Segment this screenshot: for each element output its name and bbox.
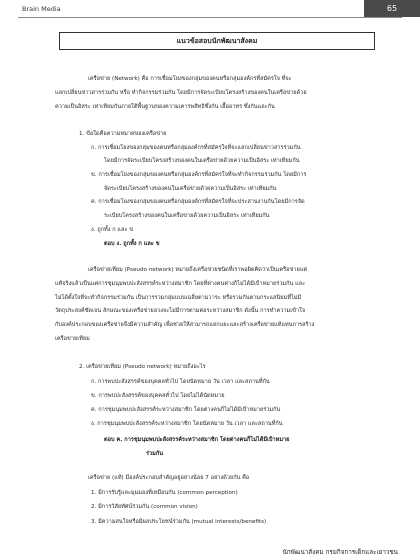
paragraph-line: เครือข่าย (Network) คือ การเชื่อมโยงของกลุ่มของคนหรือกลุ่มองค์กรที่สมัครใจ ที่จะ (88, 76, 292, 82)
choice-b: ข. การเชื่อมโยงของกลุ่มของคนหรือกลุ่มองค์กรที่สมัครใจที่จะทำกิจกรรมร่วมกัน โดยมีการ (91, 172, 307, 178)
paragraph-line: แลกเปลี่ยนข่าวสารร่วมกัน หรือ ทำกิจกรรมร่วมกัน โดยมีการจัดระเบียบโครงสร้างของคนในเครือข่ายด้วย (55, 90, 307, 96)
question-stem: 2. เครือข่ายเทียม (Pseudo network) หมายถึงอะไร (79, 364, 206, 370)
book-title: Brain Media (22, 5, 61, 13)
question-stem: 1. ข้อใดคือความหมายของเครือข่าย (79, 131, 167, 137)
page-number: 65 (364, 0, 420, 17)
answer-line-continuation: ร่วมกัน (146, 451, 164, 457)
page-footer: นักพัฒนาสังคม กรมกิจการเด็กและเยาวชน (282, 549, 398, 556)
choice-d: ง. การชุมนุมพบปะสังสรรค์ระหว่างสมาชิก โดยนัดหมาย วัน เวลา และสถานที่กัน (91, 421, 283, 427)
paragraph-line: ความเป็นอิสระ เท่าเทียมกันภายใต้พื้นฐานของความเคารพสิทธิซึ่งกัน เอื้ออาทร ซึ่งกันและกัน (55, 104, 275, 110)
choice-b: ข. การพบปะสังสรรค์ของบุคคลทั่วไป โดยไม่ได้นัดหมาย (91, 393, 225, 399)
paragraph-line: ไม่ได้ตั้งใจที่จะทำกิจกรรมร่วมกัน เป็นการรวมกลุ่มแบบเฉลี่ยตามวาระ หรือรวมกันตามกระแสนิยมที่ไม่มี (55, 295, 302, 301)
paragraph-line: เครือข่าย (แท้) มีองค์ประกอบสำคัญอยู่อย่างน้อย 7 อย่างด้วยกัน คือ (88, 475, 250, 481)
choice-a: ก. การเชื่อมโยงของกลุ่มของคนหรือกลุ่มองค์กรที่สมัครใจที่จะแลกเปลี่ยนข่าวสารร่วมกัน (91, 145, 301, 151)
list-item: 2. มีการวิสัยทัศน์ร่วมกัน (common vision) (91, 504, 198, 510)
list-item: 1. มีการรับรู้และมุมมองที่เหมือนกัน (common perception) (91, 490, 238, 496)
paragraph-line: วัตถุประสงค์ชัดเจน ลักษณะของเครือข่ายลวงจะไม่มีการตามต่อระหว่างสมาชิก ดังนั้น การทำความเข้าใจ (55, 308, 306, 314)
paragraph-line: แท้จริงแล้วเป็นแค่การชุมนุมพบปะสังสรรค์ระหว่างสมาชิก โดยที่ต่างคนต่างก็ไม่ได้มีเป้าหมายร่วมกัน และ (55, 281, 306, 287)
choice-c: ค. การชุมนุมพบปะสังสรรค์ระหว่างสมาชิก โดยต่างคนก็ไม่ได้มีเป้าหมายร่วมกัน (91, 407, 281, 413)
choice-continuation: โดยมีการจัดระเบียบโครงสร้างของคนในเครือข่ายด้วยความเป็นอิสระ เท่าเทียมกัน (104, 158, 300, 164)
header-rule (18, 17, 402, 18)
paragraph-line: เครือข่ายเทียม (Pseudo network) หมายถึงเครือข่ายชนิดที่เราพอผิดคิดว่าเป็นเครือข่ายแต่ (88, 267, 307, 273)
choice-continuation: ระเบียบโครงสร้างของคนในเครือข่ายด้วยความเป็นอิสระ เท่าเทียมกัน (104, 213, 270, 219)
section-title: แนวข้อสอบนักพัฒนาสังคม (59, 32, 375, 50)
choice-continuation: จัดระเบียบโครงสร้างของคนในเครือข่ายด้วยความเป็นอิสระ เท่าเทียมกัน (104, 186, 277, 192)
paragraph-line: กับองค์ประกอบของเครือข่ายจึงมีความสำคัญ เพื่อช่วยให้สามารถแยกแยะและสร้างเครือข่ายแท้แทนการสร้าง (55, 322, 315, 328)
choice-c: ค. การเชื่อมโยงของกลุ่มของคนหรือกลุ่มองค์กรที่สมัครใจที่จะประสานงานกันโดยมีการจัด (91, 199, 305, 205)
answer-line: ตอบ ค. การชุมนุมพบปะสังสรรค์ระหว่างสมาชิก โดยต่างคนก็ไม่ได้มีเป้าหมาย (104, 437, 290, 443)
paragraph-line: เครือข่ายเทียม (55, 336, 90, 342)
answer-line: ตอบ ง. ถูกทั้ง ก และ ข (104, 241, 160, 247)
choice-a: ก. การพบปะสังสรรค์ของบุคคลทั่วไป โดยนัดหมาย วัน เวลา และสถานที่กัน (91, 379, 270, 385)
list-item: 3. มีความสนใจหรือมีผลประโยชน์ร่วมกัน (mutual interests/benefits) (91, 519, 267, 525)
choice-d: ง. ถูกทั้ง ก และ ข (91, 227, 134, 233)
